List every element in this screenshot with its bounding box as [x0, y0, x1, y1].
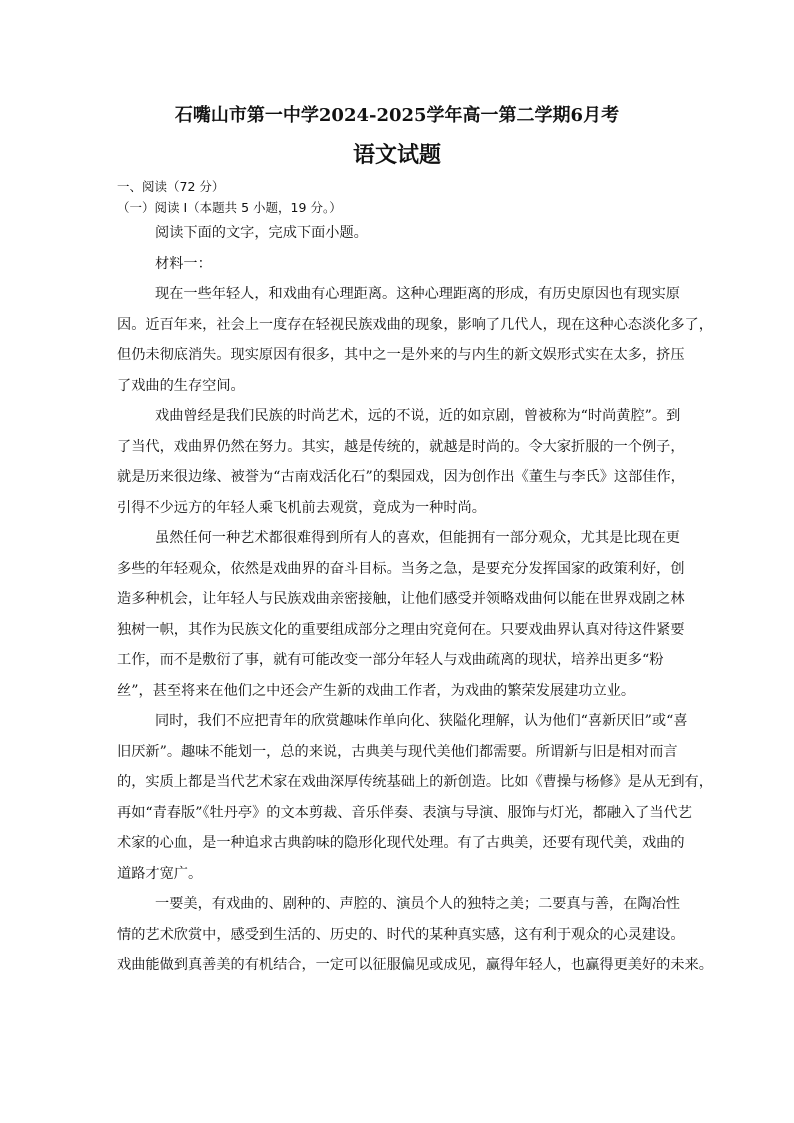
paragraph [117, 279, 713, 401]
paragraph [117, 706, 713, 889]
paragraph-line: 一要美，有戏曲的、剧种的、声腔的、演员个人的独特之美；二要真与善，在陶冶性 [155, 896, 680, 912]
section-heading-reading: 一、阅读（72 分） [117, 179, 225, 194]
exam-subtitle: 语文试题 [352, 142, 441, 168]
paragraph-line: 了戏曲的生存空间。 [117, 377, 245, 394]
paragraph-line: 引得不少远方的年轻人乘飞机前去观赏，竟成为一种时尚。 [117, 499, 486, 516]
paragraph-line: 再如“青春版”《牡丹亭》的文本剪裁、音乐伴奏、表演与导演、服饰与灯光，都融入了当代艺 [117, 804, 692, 821]
subsection-heading-reading-1: （一）阅读 I（本题共 5 小题，19 分。） [117, 200, 342, 215]
paragraph-line: 独树一帜，其作为民族文化的重要组成部分之理由究竟何在。只要戏曲界认真对待这件紧要 [117, 621, 685, 638]
paragraph-line: 造多种机会，让年轻人与民族戏曲亲密接触，让他们感受并领略戏曲何以能在世界戏剧之林 [117, 591, 685, 607]
paragraph-line: 的，实质上都是当代艺术家在戏曲深厚传统基础上的新创造。比如《曹操与杨修》是从无到有， [117, 774, 713, 790]
paragraph-line: 丝”，甚至将来在他们之中还会产生新的戏曲工作者，为戏曲的繁荣发展建功立业。 [117, 682, 636, 699]
paragraph-line: 就是历来很边缘、被誉为“古南戏活化石”的梨园戏，因为创作出《董生与李氏》这部佳作， [117, 469, 685, 485]
paragraph-line: 了当代，戏曲界仍然在努力。其实，越是传统的，就越是时尚的。令大家折服的一个例子， [117, 438, 685, 455]
paragraph [117, 401, 697, 523]
paragraph-line: 旧厌新”。趣味不能划一，总的来说，古典美与现代美他们都需要。所谓新与旧是相对而言 [117, 743, 678, 760]
exam-title: 石嘴山市第一中学2024-2025学年高一第二学期6月考 [174, 105, 620, 126]
paragraph-line: 戏曲曾经是我们民族的时尚艺术，远的不说，近的如京剧，曾被称为“时尚黄腔”。到 [155, 408, 681, 424]
paragraph-line: 但仍未彻底消失。现实原因有很多，其中之一是外来的与内生的新文娱形式实在太多，挤压 [117, 347, 685, 363]
paragraph-line: 因。近百年来，社会上一度存在轻视民族戏曲的现象，影响了几代人，现在这种心态淡化多了， [117, 316, 713, 333]
material-label: 材料一： [155, 255, 212, 272]
paragraph-line: 道路才宽广。 [117, 865, 203, 882]
paragraph [117, 889, 713, 981]
paragraph-line: 戏曲能做到真善美的有机结合，一定可以征服偏见或成见，赢得年轻人，也赢得更美好的未来。 [117, 957, 713, 973]
paragraph-line: 现在一些年轻人，和戏曲有心理距离。这种心理距离的形成，有历史原因也有现实原 [155, 286, 680, 302]
paragraph-line: 情的艺术欣赏中，感受到生活的、历史的、时代的某种真实感，这有利于观众的心灵建设。 [117, 926, 685, 943]
paragraph-line: 同时，我们不应把青年的欣赏趣味作单向化、狭隘化理解，认为他们“喜新厌旧”或“喜 [155, 713, 688, 729]
paragraph-line: 虽然任何一种艺术都很难得到所有人的喜欢，但能拥有一部分观众，尤其是比现在更 [155, 530, 680, 546]
reading-passage [117, 218, 713, 981]
paragraph [117, 523, 697, 706]
paragraph-line: 术家的心血，是一种追求古典韵味的隐形化现代处理。有了古典美，还要有现代美，戏曲的 [117, 835, 685, 851]
paragraph-line: 多些的年轻观众，依然是戏曲界的奋斗目标。当务之急，是要充分发挥国家的政策利好，创 [117, 560, 685, 577]
instruction-text: 阅读下面的文字，完成下面小题。 [155, 225, 368, 241]
paragraph-line: 工作，而不是敷衍了事，就有可能改变一部分年轻人与戏曲疏离的现状，培养出更多“粉 [117, 652, 664, 668]
